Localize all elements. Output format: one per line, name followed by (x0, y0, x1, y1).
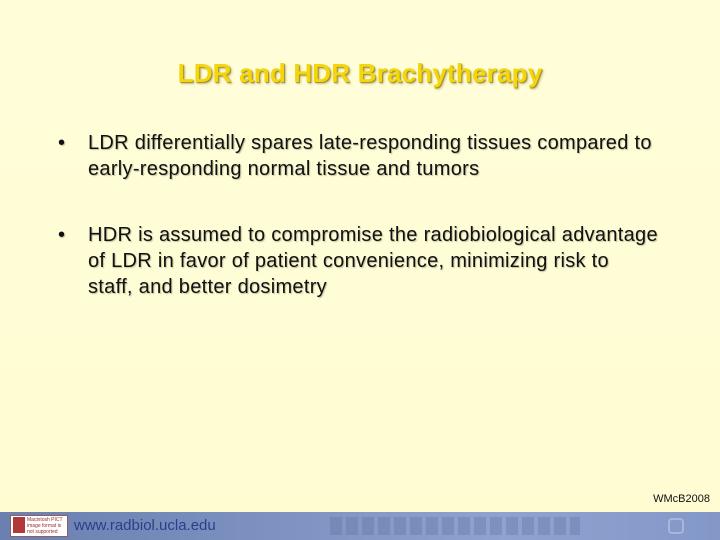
bullet-item (58, 130, 658, 182)
footer-bar (0, 512, 720, 540)
author-credit: WMcB2008 (653, 493, 710, 505)
bullet-list (58, 130, 658, 300)
logo-text: Macintosh PICT image format is not supported (27, 517, 63, 535)
bullet-text: LDR differentially spares late-responding tissues compared to early-responding normal tissue and tumors (88, 132, 652, 180)
bullet-text: HDR is assumed to compromise the radiobiological advantage of LDR in favor of patient convenience, minimizing risk to staff, and better dosimetry (88, 224, 658, 298)
logo-mark-icon (13, 517, 25, 533)
bullet-item (58, 222, 658, 300)
unsupported-image-logo (10, 515, 68, 537)
bullet-icon: • (58, 132, 66, 154)
footer-decoration (330, 517, 580, 535)
slide-title: LDR and HDR Brachytherapy (177, 58, 543, 88)
footer-url-link[interactable]: www.radbiol.ucla.edu (74, 517, 216, 534)
bullet-icon: • (58, 224, 66, 246)
rounded-square-icon (668, 518, 684, 534)
